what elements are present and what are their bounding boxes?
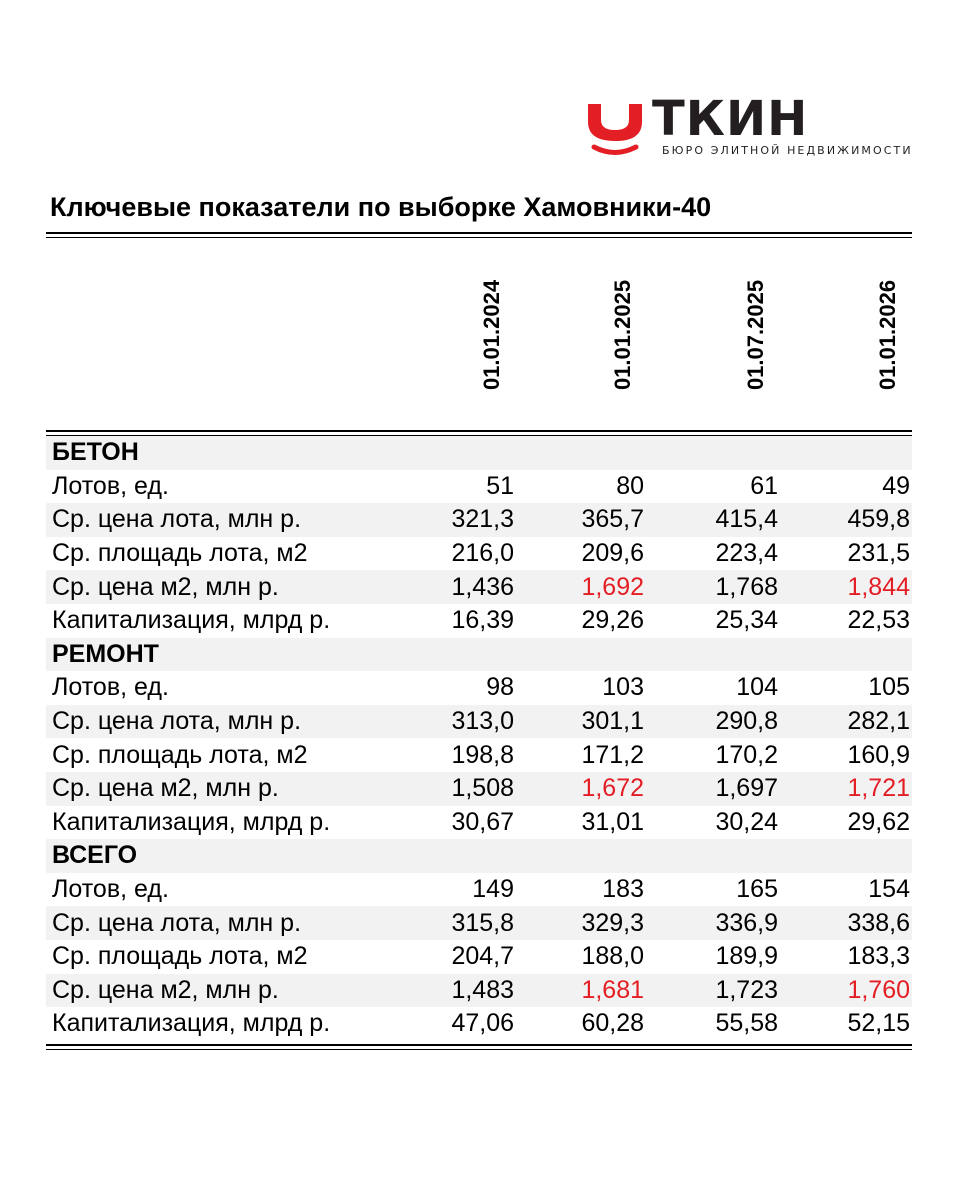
value-cell: 290,8	[715, 707, 778, 736]
value-cell: 1,760	[847, 975, 910, 1004]
title-rule-thin	[46, 237, 912, 238]
logo-u-mark-icon	[584, 102, 646, 158]
value-cell: 321,3	[451, 505, 514, 534]
table-row	[46, 873, 912, 907]
value-cell: 1,721	[847, 774, 910, 803]
value-cell: 231,5	[847, 539, 910, 568]
value-cell: 149	[472, 875, 514, 904]
bottom-rule-thin	[46, 1049, 912, 1050]
date-header-2: 01.01.2025	[610, 279, 635, 391]
value-cell: 183,3	[847, 942, 910, 971]
value-cell: 30,67	[451, 807, 514, 836]
value-cell: 1,768	[715, 572, 778, 601]
value-cell: 98	[486, 673, 514, 702]
value-cell: 61	[750, 471, 778, 500]
title-rule	[46, 232, 912, 234]
value-cell: 183	[602, 875, 644, 904]
page-title: Ключевые показатели по выборке Хамовники-40	[50, 192, 712, 222]
value-cell: 301,1	[581, 707, 644, 736]
value-cell: 80	[616, 471, 644, 500]
section-header	[46, 839, 912, 873]
table-row	[46, 503, 912, 537]
value-cell: 459,8	[847, 505, 910, 534]
value-cell: 216,0	[451, 539, 514, 568]
row-label: Лотов, ед.	[52, 471, 169, 500]
row-label: Ср. цена м2, млн р.	[52, 975, 279, 1004]
value-cell: 170,2	[715, 740, 778, 769]
value-cell: 160,9	[847, 740, 910, 769]
row-label: Ср. цена лота, млн р.	[52, 505, 302, 534]
value-cell: 52,15	[847, 1009, 910, 1038]
date-header-4: 01.01.2026	[875, 279, 900, 391]
header-rule	[46, 430, 912, 432]
value-cell: 223,4	[715, 539, 778, 568]
value-cell: 16,39	[451, 606, 514, 635]
row-label: Ср. цена лота, млн р.	[52, 908, 302, 937]
table-row	[46, 738, 912, 772]
value-cell: 55,58	[715, 1009, 778, 1038]
value-cell: 47,06	[451, 1009, 514, 1038]
value-cell: 204,7	[451, 942, 514, 971]
value-cell: 29,62	[847, 807, 910, 836]
table-row	[46, 906, 912, 940]
table-row	[46, 772, 912, 806]
value-cell: 313,0	[451, 707, 514, 736]
table-row	[46, 537, 912, 571]
value-cell: 1,672	[581, 774, 644, 803]
logo-wordmark: ТКИН	[652, 91, 809, 147]
value-cell: 1,723	[715, 975, 778, 1004]
value-cell: 51	[486, 471, 514, 500]
row-label: Ср. цена м2, млн р.	[52, 572, 279, 601]
value-cell: 22,53	[847, 606, 910, 635]
row-label: Лотов, ед.	[52, 673, 169, 702]
value-cell: 365,7	[581, 505, 644, 534]
value-cell: 31,01	[581, 807, 644, 836]
table-row	[46, 1007, 912, 1041]
bottom-rule	[46, 1044, 912, 1046]
value-cell: 49	[882, 471, 910, 500]
value-cell: 188,0	[581, 942, 644, 971]
row-label: Капитализация, млрд р.	[52, 1009, 331, 1038]
section-title: БЕТОН	[52, 438, 139, 467]
value-cell: 30,24	[715, 807, 778, 836]
value-cell: 315,8	[451, 908, 514, 937]
row-label: Капитализация, млрд р.	[52, 606, 331, 635]
indicators-table	[46, 436, 912, 1041]
table-row	[46, 705, 912, 739]
value-cell: 189,9	[715, 942, 778, 971]
row-label: Ср. площадь лота, м2	[52, 740, 308, 769]
date-header-1: 01.01.2024	[479, 279, 504, 391]
section-header	[46, 436, 912, 470]
utkin-logo	[578, 91, 913, 162]
table-row	[46, 570, 912, 604]
section-title: РЕМОНТ	[52, 639, 159, 668]
logo-tagline: БЮРО ЭЛИТНОЙ НЕДВИЖИМОСТИ	[662, 144, 913, 157]
value-cell: 415,4	[715, 505, 778, 534]
value-cell: 209,6	[581, 539, 644, 568]
table-row	[46, 470, 912, 504]
table-row	[46, 974, 912, 1008]
value-cell: 336,9	[715, 908, 778, 937]
row-label: Ср. цена м2, млн р.	[52, 774, 279, 803]
table-row	[46, 671, 912, 705]
value-cell: 105	[868, 673, 910, 702]
value-cell: 25,34	[715, 606, 778, 635]
value-cell: 198,8	[451, 740, 514, 769]
value-cell: 1,436	[451, 572, 514, 601]
row-label: Ср. площадь лота, м2	[52, 942, 308, 971]
value-cell: 104	[736, 673, 778, 702]
table-row	[46, 940, 912, 974]
row-label: Ср. цена лота, млн р.	[52, 707, 302, 736]
value-cell: 165	[736, 875, 778, 904]
value-cell: 1,844	[847, 572, 910, 601]
value-cell: 338,6	[847, 908, 910, 937]
row-label: Капитализация, млрд р.	[52, 807, 331, 836]
value-cell: 329,3	[581, 908, 644, 937]
value-cell: 29,26	[581, 606, 644, 635]
value-cell: 1,692	[581, 572, 644, 601]
row-label: Ср. площадь лота, м2	[52, 539, 308, 568]
value-cell: 154	[868, 875, 910, 904]
value-cell: 171,2	[581, 740, 644, 769]
section-title: ВСЕГО	[52, 841, 138, 870]
value-cell: 103	[602, 673, 644, 702]
value-cell: 1,508	[451, 774, 514, 803]
table-row	[46, 806, 912, 840]
table-row	[46, 604, 912, 638]
value-cell: 1,681	[581, 975, 644, 1004]
section-header	[46, 638, 912, 672]
date-header-3: 01.07.2025	[743, 279, 768, 391]
value-cell: 1,483	[451, 975, 514, 1004]
row-label: Лотов, ед.	[52, 875, 169, 904]
value-cell: 1,697	[715, 774, 778, 803]
value-cell: 282,1	[847, 707, 910, 736]
date-header	[46, 240, 912, 430]
value-cell: 60,28	[581, 1009, 644, 1038]
